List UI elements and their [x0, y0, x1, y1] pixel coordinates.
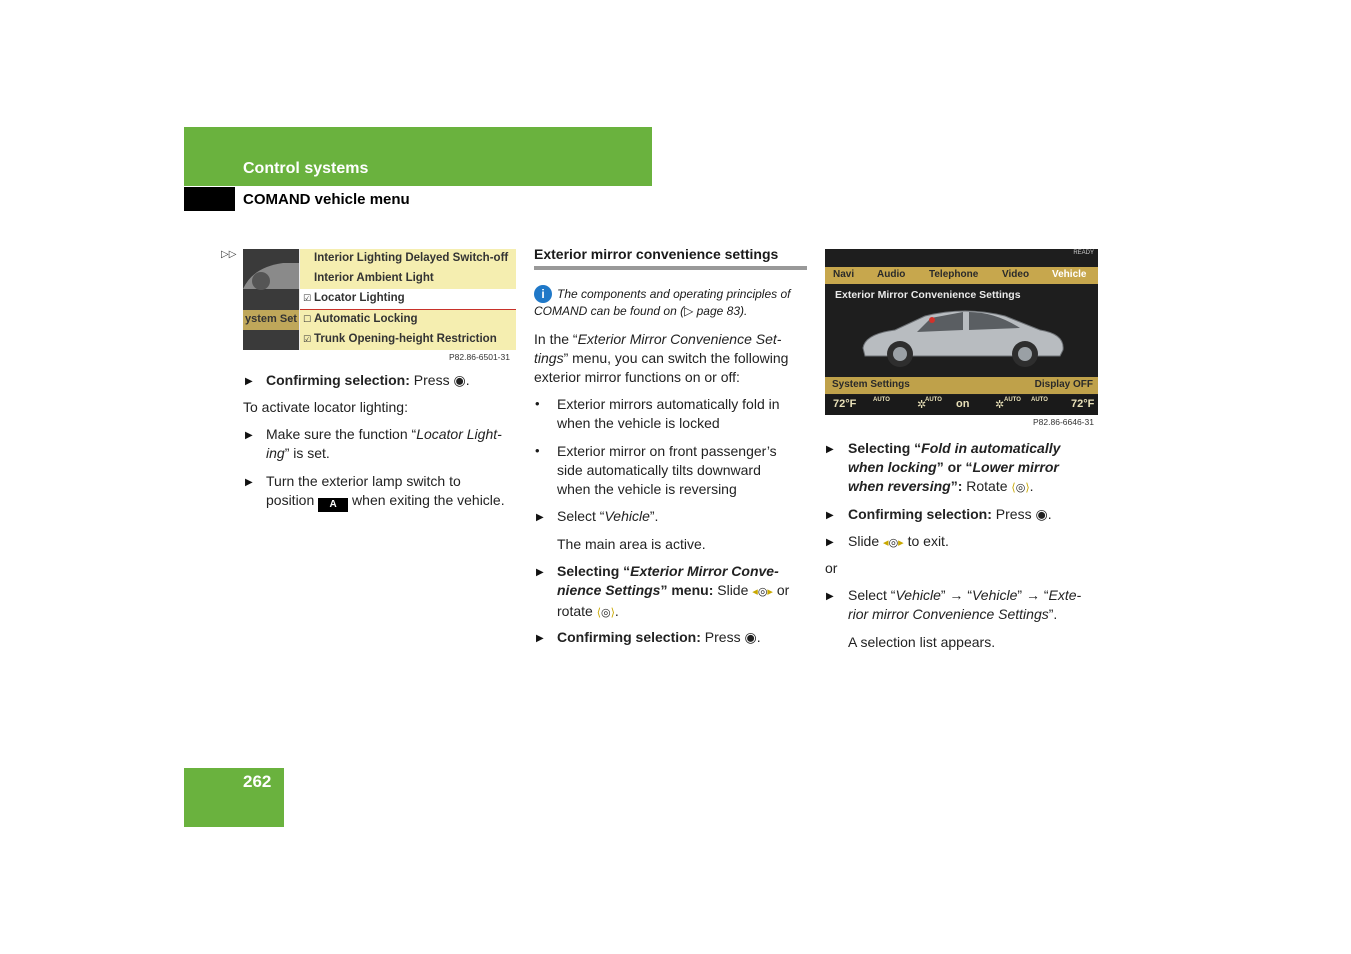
auto-label: AUTO: [925, 397, 942, 403]
display-bottom-bar: [825, 377, 1098, 394]
temp-right: 72°F: [1071, 398, 1095, 410]
step-select-option: Selecting “Fold in automatically when locking” or “Lower mirror when reversing”: Rotate ⟨◎⟩.: [848, 440, 1061, 494]
step-select-vehicle: Select “Vehicle”.: [557, 508, 659, 524]
ac-on-label: on: [956, 398, 970, 410]
switch-position-badge: A: [318, 498, 348, 512]
step-arrow-icon: ▶: [826, 510, 834, 521]
or-text: or: [825, 560, 838, 576]
auto-label: AUTO: [1004, 397, 1021, 403]
heading-rule: [534, 266, 807, 270]
menu-item-selected[interactable]: ☑ Locator Lighting: [300, 289, 516, 310]
page-number: 262: [243, 772, 272, 791]
step-slide-exit: Slide ◂◎▸ to exit.: [848, 533, 949, 549]
car-thumbnail: [243, 249, 299, 350]
step-arrow-icon: ▶: [245, 477, 253, 488]
slide-controller-icon: ◂◎▸: [752, 586, 773, 598]
continuation-mark: ▷▷: [221, 249, 237, 260]
info-note-line1: The components and operating principles of: [557, 287, 791, 301]
system-settings-button[interactable]: System Settings: [832, 379, 910, 390]
left-para: To activate locator lighting:: [243, 399, 408, 415]
car-side-image: [855, 304, 1070, 374]
press-controller-icon: ◉: [1035, 506, 1048, 522]
tab-video[interactable]: Video: [1002, 269, 1030, 280]
auto-label: AUTO: [873, 397, 890, 403]
bullet-fold: Exterior mirrors automatically fold in when the vehicle is locked: [557, 396, 780, 431]
info-icon: i: [534, 285, 552, 303]
check-icon: ☑: [303, 334, 312, 344]
step-confirm-right: Confirming selection: Press ◉.: [848, 506, 1052, 522]
tab-navi[interactable]: Navi: [833, 269, 855, 280]
climate-status-bar: [825, 395, 1098, 415]
fan-icon: ✲: [917, 399, 927, 411]
step-arrow-icon: ▶: [245, 430, 253, 441]
step-select-path: Select “Vehicle” → “Vehicle” → “Exte- rior mirror Convenience Settings”.: [848, 587, 1082, 622]
bullet-tilt: Exterior mirror on front passenger’s side automatically tilts downward when the vehicle is reversing: [557, 443, 777, 497]
tab-vehicle[interactable]: Vehicle: [1052, 269, 1087, 280]
rotate-controller-icon: ⟨◎⟩: [596, 607, 615, 619]
check-icon: ☑: [303, 293, 312, 303]
menu-item[interactable]: Interior Lighting Delayed Switch-off: [314, 252, 509, 264]
header-marker: [184, 187, 235, 211]
tab-telephone[interactable]: Telephone: [929, 269, 979, 280]
step-arrow-icon: ▶: [826, 444, 834, 455]
system-settings-tab: ystem Set: [243, 310, 299, 330]
comand-display: [825, 249, 1098, 415]
step-arrow-icon: ▶: [536, 567, 544, 578]
step-arrow-icon: ▶: [536, 633, 544, 644]
step-confirm-middle: Confirming selection: Press ◉.: [557, 629, 761, 645]
temp-left: 72°F: [833, 398, 857, 410]
press-controller-icon: ◉: [744, 629, 757, 645]
left-step-confirm: Confirming selection: Press ◉.: [266, 372, 470, 388]
rotate-controller-icon: ⟨◎⟩: [1011, 482, 1030, 494]
intro-paragraph: In the “Exterior Mirror Convenience Set- tings” menu, you can switch the following exterior mirror functions on or off:: [534, 331, 789, 385]
tab-audio[interactable]: Audio: [877, 269, 906, 280]
figure-caption: P82.86-6646-31: [1033, 417, 1094, 427]
display-title: Exterior Mirror Convenience Settings: [835, 289, 1021, 301]
step-arrow-icon: ▶: [826, 591, 834, 602]
menu-item[interactable]: ☐ Automatic Locking: [303, 313, 418, 325]
bullet-icon: •: [535, 396, 540, 411]
menu-item[interactable]: ☑ Trunk Opening-height Restriction: [303, 333, 497, 345]
left-step-lamp: Turn the exterior lamp switch to position A when exiting the vehicle.: [266, 473, 505, 510]
figure-caption: P82.86-6501-31: [449, 352, 510, 362]
menu-list: [300, 249, 516, 350]
step-select-menu: Selecting “Exterior Mirror Conve- nience Settings” menu: Slide ◂◎▸ or rotate ⟨◎⟩.: [557, 563, 790, 619]
menu-item[interactable]: Interior Ambient Light: [314, 272, 434, 284]
section-heading: Exterior mirror convenience settings: [534, 246, 779, 262]
step-note-list: A selection list appears.: [848, 634, 996, 650]
press-controller-icon: ◉: [453, 372, 466, 388]
step-arrow-icon: ▶: [245, 376, 253, 387]
locator-lighting-screen: [243, 249, 516, 350]
bullet-icon: •: [535, 443, 540, 458]
fan-icon: ✲: [995, 399, 1005, 411]
checkbox-icon: ☐: [303, 314, 312, 324]
slide-controller-icon: ◂◎▸: [883, 537, 904, 549]
section-title: Control systems: [243, 160, 369, 177]
step-arrow-icon: ▶: [826, 537, 834, 548]
step-note-active: The main area is active.: [557, 536, 706, 552]
step-arrow-icon: ▶: [536, 512, 544, 523]
auto-label: AUTO: [1031, 397, 1048, 403]
tab-bar: [825, 267, 1098, 284]
ready-indicator: READY: [1073, 250, 1094, 256]
display-off-button[interactable]: Display OFF: [1034, 379, 1093, 390]
info-note-line2: COMAND can be found on (▷ page 83).: [534, 304, 748, 318]
subsection-title: COMAND vehicle menu: [243, 191, 410, 208]
left-step-function: Make sure the function “Locator Light- ing” is set.: [266, 426, 502, 461]
